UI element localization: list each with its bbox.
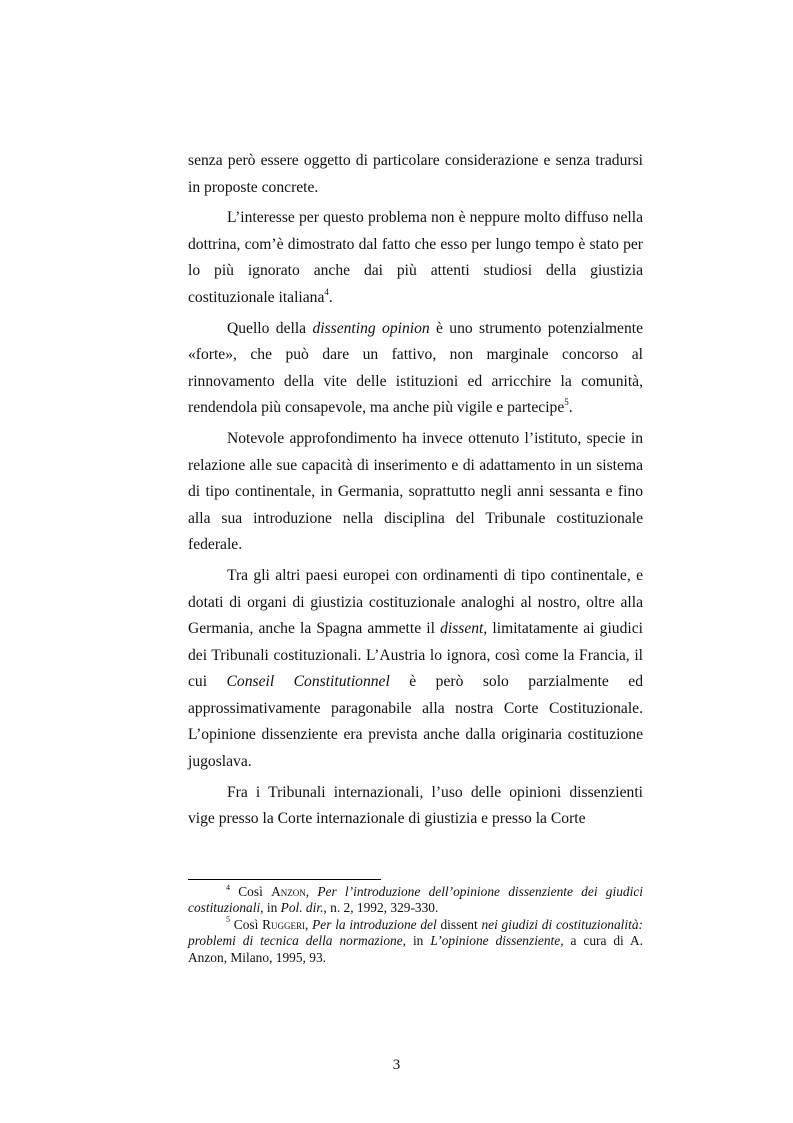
paragraph-5-text-b: , limitatamente ai giudici dei Tribunali costituzionali. L’Austria lo ignora, così come la Francia, il cui [188, 620, 643, 691]
paragraph-3-text: è uno strumento potenzialmente «forte», che può dare un fattivo, non marginale concorso al rinnovamento della vite delle istituzioni ed arricchire la comunità, rendendola più consapevole, ma anche più vigile e partecipe [188, 319, 643, 417]
footnote-4-journal: Pol. dir. [280, 900, 324, 916]
paragraph-6 [188, 780, 643, 833]
paragraph-4 [188, 426, 643, 559]
paragraph-3-end: . [568, 399, 573, 417]
footnote-5-title-a: Per la introduzione del [312, 916, 437, 932]
footnote-5 [188, 917, 643, 966]
paragraph-1 [188, 148, 643, 201]
footnotes [188, 884, 643, 966]
footnote-4-rest: , n. 2, 1992, 329-330. [323, 900, 439, 916]
footnote-4 [188, 884, 643, 917]
footnote-4-mid: , in [260, 900, 281, 916]
paragraph-1-text: senza però essere oggetto di particolare considerazione e senza tradursi in proposte concrete. [188, 152, 643, 196]
footnote-4-lead: Così [230, 884, 272, 899]
footnote-5-book: L’opinione dissenziente [430, 933, 561, 949]
footnote-4-author: Anzon [271, 884, 306, 899]
footnote-5-sep: , [305, 916, 313, 932]
footnote-4-title: Per l’introduzione dell’opinione dissenziente dei giudici costituzionali [188, 884, 643, 916]
footnote-4-number: 4 [226, 882, 230, 892]
footnote-separator [188, 879, 381, 880]
footnote-5-plain: dissent [436, 916, 482, 932]
paragraph-2 [188, 205, 643, 311]
footnote-ref-4[interactable]: 4 [324, 286, 329, 297]
footnote-4-sep: , [305, 884, 318, 899]
footnote-5-mid: , in [402, 933, 431, 949]
footnote-5-title-b: nei giudizi di costituzionalità: problemi di tecnica della normazione [188, 916, 643, 949]
footnote-5-rest: , a cura di A. Anzon, Milano, 1995, 93. [188, 933, 643, 965]
term-dissenting-opinion: dissenting opinion [312, 319, 430, 337]
term-dissent: dissent [440, 620, 484, 638]
paragraph-6-text: Fra i Tribunali internazionali, l’uso delle opinioni dissenzienti vige presso la Corte internazionale di giustizia e presso la Corte [188, 783, 643, 828]
paragraph-3 [188, 316, 643, 422]
paragraph-5-text-a: Tra gli altri paesi europei con ordinamenti di tipo continentale, e dotati di organi di giustizia costituzionale analoghi al nostro, oltre alla Germania, anche la Spagna ammette il [188, 566, 643, 638]
paragraph-5 [188, 563, 643, 776]
page-number: 3 [392, 1057, 401, 1073]
body-text [188, 148, 643, 833]
paragraph-2-end: . [328, 288, 333, 306]
footnote-5-author: Ruggeri [262, 916, 306, 932]
footnote-5-number: 5 [226, 915, 230, 925]
footnote-ref-5[interactable]: 5 [564, 397, 569, 408]
term-conseil-constitutionnel: Conseil Constitutionnel [226, 673, 390, 691]
paragraph-3-lead: Quello della [227, 319, 313, 337]
paragraph-5-text-c: è però solo parzialmente ed approssimativamente paragonabile alla nostra Corte Costituzionale. L’opinione dissenziente era prevista anche dalla originaria costituzione jugoslava. [188, 673, 644, 771]
paragraph-4-text: Notevole approfondimento ha invece ottenuto l’istituto, specie in relazione alle sue capacità di inserimento e di adattamento in un sistema di tipo continentale, in Germania, soprattutto negli anni sessanta e fino alla sua introduzione nella disciplina del Tribunale costituzionale federale. [188, 429, 643, 554]
footnote-5-lead: Così [230, 916, 263, 932]
paragraph-2-text: L’interesse per questo problema non è neppure molto diffuso nella dottrina, com’è dimostrato dal fatto che esso per lungo tempo è stato per lo più ignorato anche dai più attenti studiosi della giustizia costituzionale italiana [188, 209, 643, 306]
